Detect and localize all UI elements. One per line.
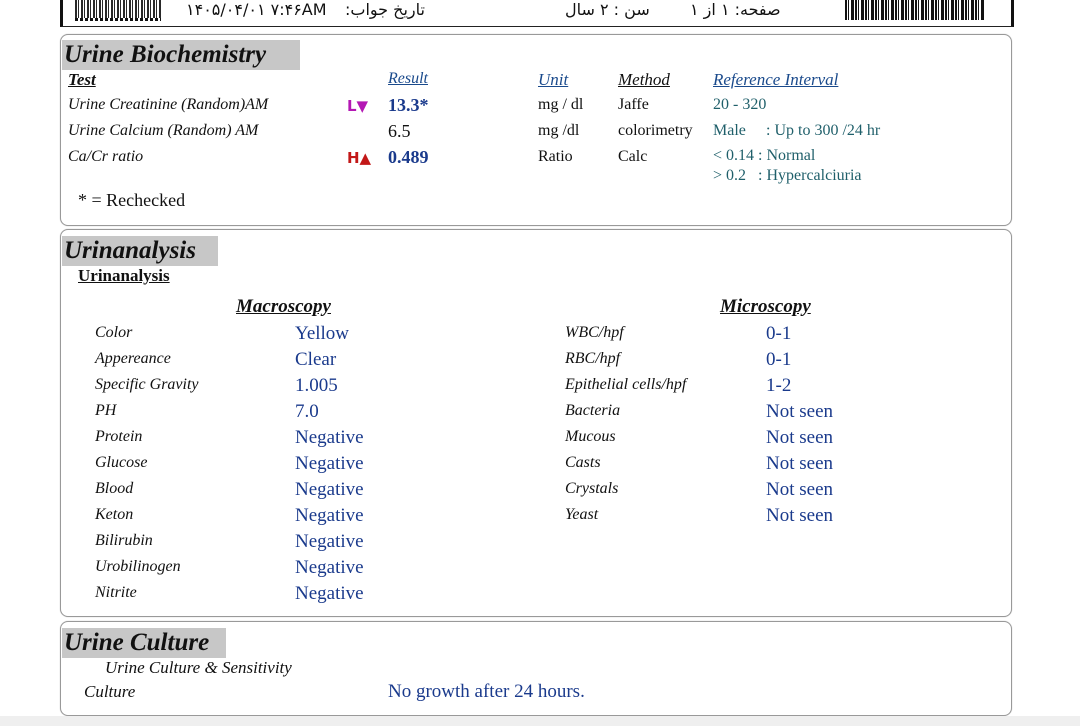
col-header-result: Result — [388, 70, 428, 87]
recheck-note: * = Rechecked — [78, 190, 186, 210]
urinalysis-subtitle: Urinanalysis — [78, 266, 170, 285]
micro-label: RBC/hpf — [565, 350, 621, 367]
report-date-value: ۱۴۰۵/۰۴/۰۱ ۷:۴۶AM — [186, 0, 327, 19]
qr-code-icon — [75, 0, 161, 18]
macro-value: Negative — [295, 479, 364, 500]
micro-value: Not seen — [766, 505, 834, 526]
macro-value: Negative — [295, 453, 364, 474]
macroscopy-heading: Macroscopy — [236, 296, 331, 317]
micro-label: Bacteria — [565, 402, 621, 419]
test-reference-label: Male — [713, 122, 746, 139]
microscopy-heading: Microscopy — [720, 296, 811, 317]
test-name: Ca/Cr ratio — [68, 148, 144, 165]
test-reference-line: > 0.2 : Hypercalciuria — [713, 167, 862, 184]
col-header-reference: Reference Interval — [713, 70, 839, 89]
culture-subtitle: Urine Culture & Sensitivity — [105, 658, 292, 677]
biochemistry-title: Urine Biochemistry — [62, 40, 300, 70]
micro-value: Not seen — [766, 479, 834, 500]
macro-label: Blood — [95, 480, 134, 497]
culture-result: No growth after 24 hours. — [388, 681, 585, 702]
high-flag: H▲ — [347, 149, 372, 167]
macro-value: Negative — [295, 427, 364, 448]
test-reference-line: < 0.14 : Normal — [713, 147, 816, 164]
culture-title: Urine Culture — [62, 628, 226, 658]
macro-label: Urobilinogen — [95, 558, 181, 575]
micro-value: Not seen — [766, 401, 834, 422]
test-result: 13.3* — [388, 95, 429, 115]
col-header-test: Test — [68, 70, 96, 89]
test-method: Jaffe — [618, 96, 649, 113]
macro-value: Negative — [295, 531, 364, 552]
macro-label: PH — [95, 402, 117, 419]
micro-label: WBC/hpf — [565, 324, 624, 341]
qr-code-strip — [75, 18, 161, 21]
micro-label: Crystals — [565, 480, 619, 497]
culture-label: Culture — [84, 682, 136, 701]
test-name: Urine Creatinine (Random)AM — [68, 96, 269, 113]
urinalysis-title: Urinanalysis — [62, 236, 218, 266]
macro-label: Color — [95, 324, 133, 341]
col-header-method: Method — [618, 70, 670, 89]
low-flag: L▼ — [347, 97, 369, 115]
urinalysis-panel — [60, 229, 1012, 617]
test-name: Urine Calcium (Random) AM — [68, 122, 259, 139]
micro-value: Not seen — [766, 453, 834, 474]
macro-label: Keton — [95, 506, 134, 523]
barcode-icon — [845, 0, 985, 20]
macro-label: Bilirubin — [95, 532, 153, 549]
micro-value: 1-2 — [766, 375, 792, 396]
macro-label: Protein — [95, 428, 143, 445]
micro-label: Casts — [565, 454, 601, 471]
col-header-unit: Unit — [538, 70, 569, 89]
macro-value: Yellow — [295, 323, 350, 344]
macro-label: Glucose — [95, 454, 148, 471]
macro-value: Negative — [295, 583, 364, 604]
macro-value: 1.005 — [295, 375, 338, 396]
micro-label: Epithelial cells/hpf — [565, 376, 687, 393]
test-method: colorimetry — [618, 122, 693, 139]
micro-value: 0-1 — [766, 349, 792, 370]
page-bottom-edge — [0, 716, 1080, 726]
micro-value: Not seen — [766, 427, 834, 448]
micro-label: Yeast — [565, 506, 599, 523]
test-unit: Ratio — [538, 148, 573, 165]
patient-age: سن : ۲ سال — [565, 0, 650, 19]
micro-label: Mucous — [565, 428, 616, 445]
test-unit: mg /dl — [538, 122, 580, 139]
macro-value: Negative — [295, 557, 364, 578]
test-result: 6.5 — [388, 121, 411, 141]
macro-value: Negative — [295, 505, 364, 526]
macro-value: 7.0 — [295, 401, 319, 422]
test-method: Calc — [618, 148, 648, 165]
macro-label: Nitrite — [95, 584, 137, 601]
page-number: صفحه: ۱ از ۱ — [690, 0, 781, 19]
macro-label: Appereance — [95, 350, 171, 367]
micro-value: 0-1 — [766, 323, 792, 344]
test-reference: : Up to 300 /24 hr — [766, 122, 881, 139]
test-reference: 20 - 320 — [713, 96, 767, 113]
test-result: 0.489 — [388, 147, 429, 167]
test-unit: mg / dl — [538, 96, 584, 113]
macro-label: Specific Gravity — [95, 376, 199, 393]
macro-value: Clear — [295, 349, 337, 370]
report-date-label: تاریخ جواب: — [345, 0, 425, 19]
